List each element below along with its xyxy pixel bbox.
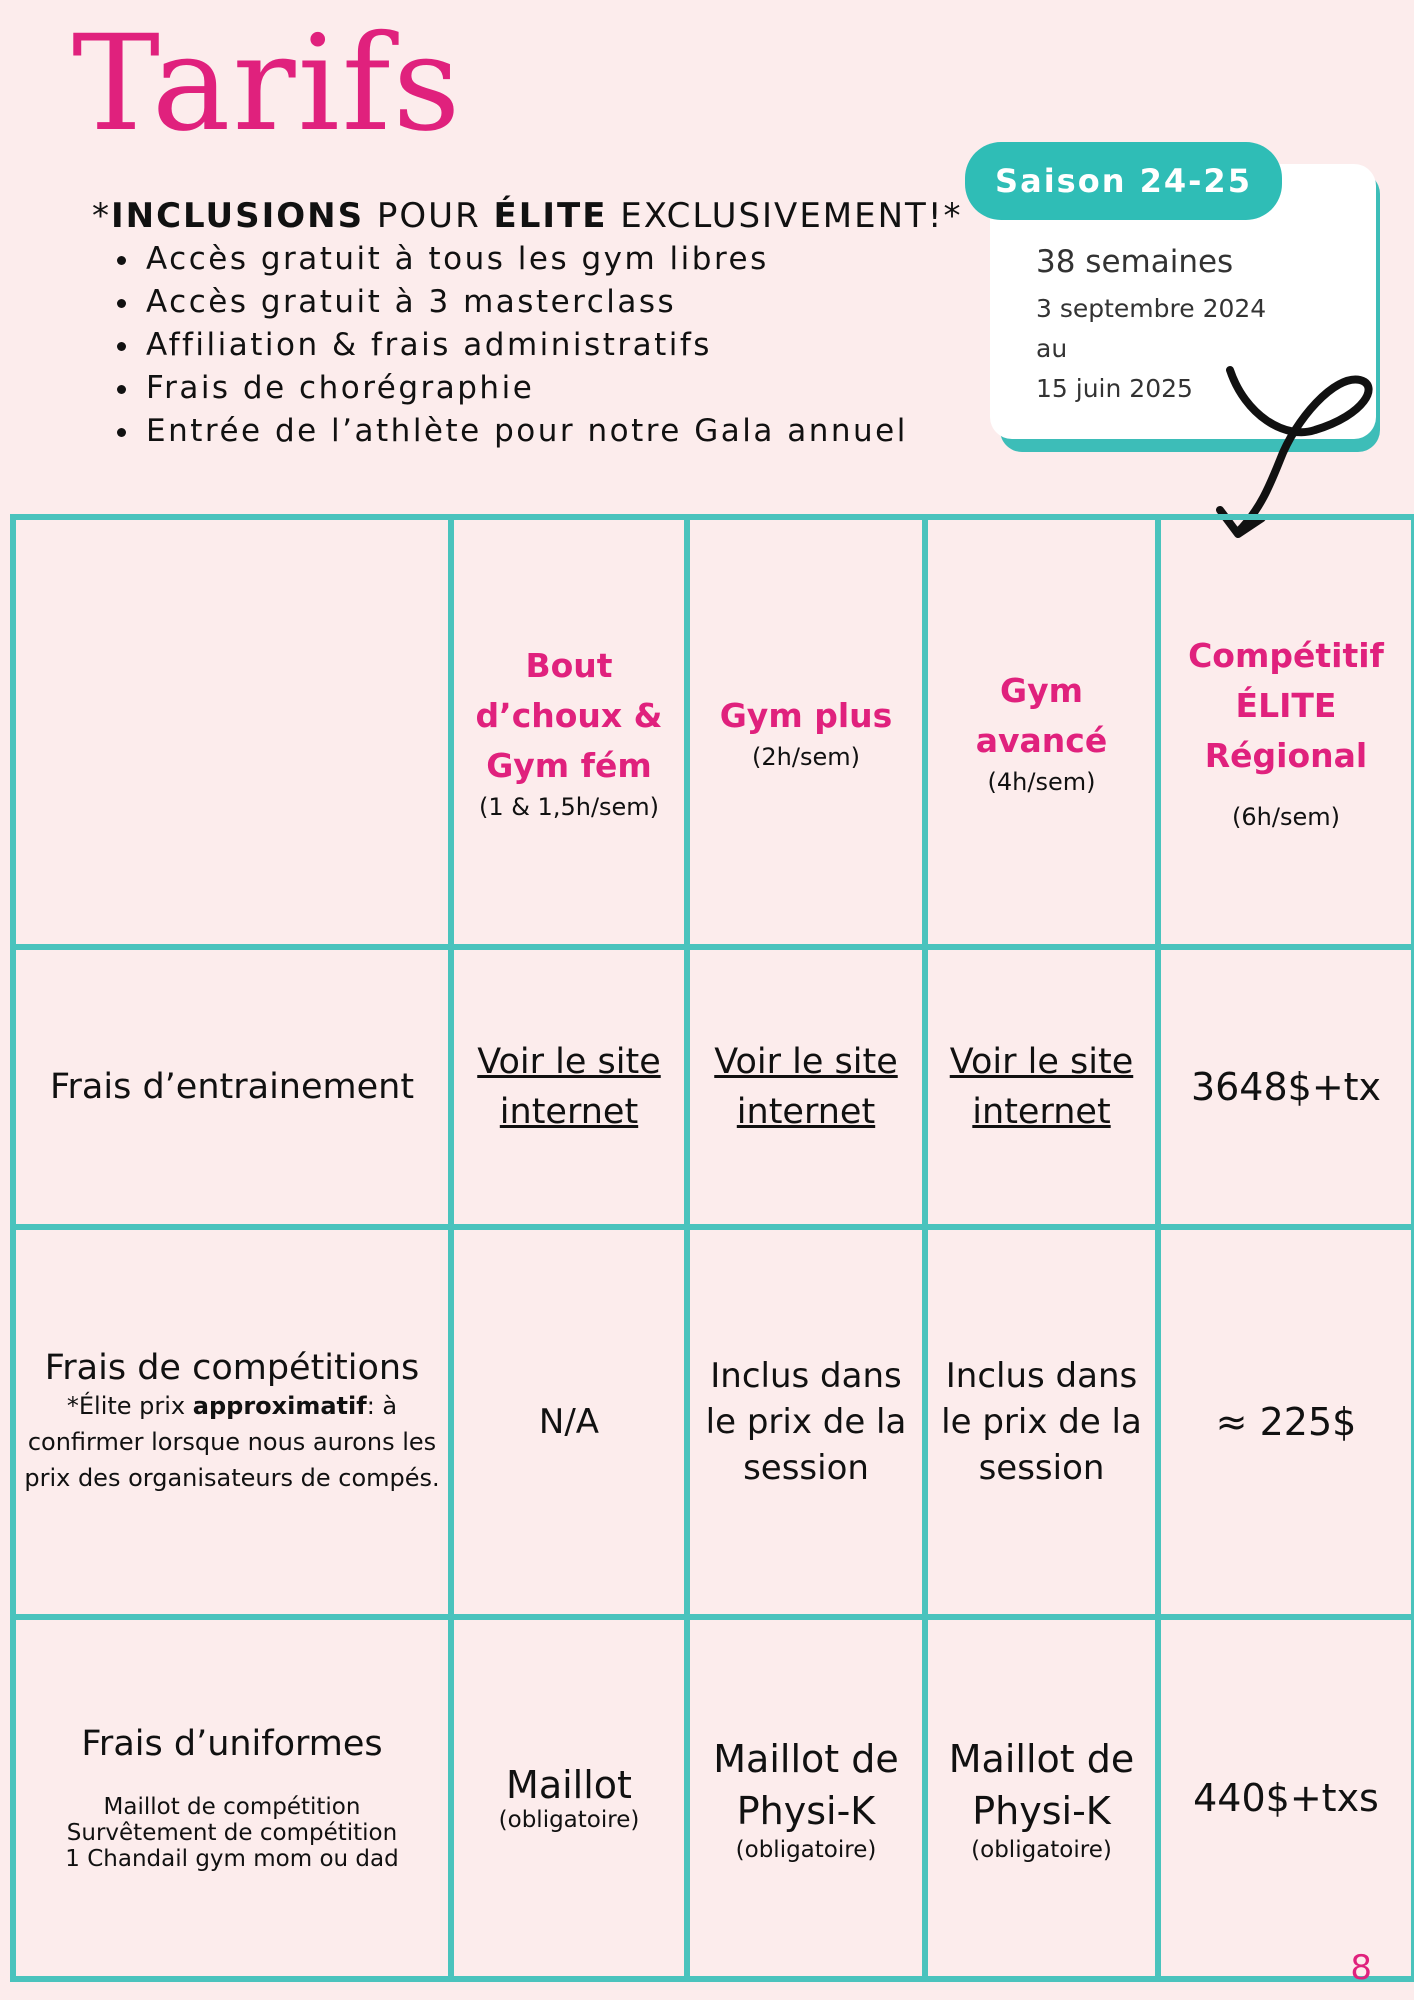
uniform-note: Survêtement de compétition: [66, 1820, 398, 1846]
header-cell: [687, 517, 925, 947]
competition-price: ≈ 225$: [1158, 1227, 1414, 1617]
uniform-cell: [451, 1617, 687, 1979]
column-name: Compétitif ÉLITE Régional: [1188, 636, 1384, 775]
table-row-competition: [13, 1227, 1414, 1617]
season-weeks: 38 semaines: [1036, 244, 1234, 280]
row-label-cell: [13, 1227, 451, 1617]
column-hours: (2h/sem): [752, 743, 860, 771]
header-cell: [1158, 517, 1414, 947]
list-item: • Entrée de l’athlète pour notre Gala annuel: [142, 410, 908, 453]
uniform-price: 440$+txs: [1193, 1776, 1379, 1820]
inclusions-list: [112, 238, 908, 453]
column-hours: (1 & 1,5h/sem): [478, 793, 660, 821]
row-label: Frais d’uniformes: [81, 1724, 383, 1764]
page-title: Tarifs: [72, 7, 463, 161]
uniform-sub: (obligatoire): [735, 1837, 877, 1863]
website-link[interactable]: Voir le site internet: [477, 1042, 661, 1132]
row-label: Frais d’entrainement: [13, 947, 451, 1227]
inclusions-middle: POUR: [364, 196, 494, 236]
column-name: Gym plus: [719, 696, 893, 735]
inclusions-prefix: *: [92, 196, 111, 236]
uniform-note: 1 Chandail gym mom ou dad: [65, 1846, 399, 1872]
table-row-training: [13, 947, 1414, 1227]
uniform-cell: [925, 1617, 1158, 1979]
list-item: • Accès gratuit à tous les gym libres: [142, 238, 908, 281]
competition-value: Inclus dans le prix de la session: [925, 1227, 1158, 1617]
inclusions-bold-1: INCLUSIONS: [111, 196, 365, 236]
uniform-main: Maillot de Physi-K: [713, 1737, 899, 1833]
uniform-main: Maillot de Physi-K: [948, 1737, 1135, 1833]
uniform-main: Maillot: [506, 1763, 632, 1807]
row-label: Frais de compétitions: [44, 1348, 420, 1388]
uniform-cell: [687, 1617, 925, 1979]
row-label-cell: [13, 1617, 451, 1979]
page-number: 8: [1350, 1948, 1372, 1988]
column-name: Bout d’choux & Gym fém: [475, 646, 663, 785]
table-row-header: [13, 517, 1414, 947]
season-to: au: [1036, 334, 1068, 363]
inclusions-suffix: EXCLUSIVEMENT!*: [607, 196, 963, 236]
uniform-note: Maillot de compétition: [103, 1794, 361, 1820]
column-hours: (4h/sem): [987, 768, 1096, 796]
note-prefix: *Élite prix: [66, 1392, 193, 1420]
header-cell: [451, 517, 687, 947]
season-end: 15 juin 2025: [1036, 374, 1193, 403]
note-suffix: : à confirmer lorsque nous aurons les prix des organisateurs de compés.: [24, 1392, 440, 1492]
competition-value: N/A: [451, 1227, 687, 1617]
list-item: • Frais de chorégraphie: [142, 367, 908, 410]
website-link[interactable]: Voir le site internet: [714, 1042, 898, 1132]
pricing-table: [10, 514, 1414, 1982]
season-badge: Saison 24-25: [965, 142, 1282, 220]
uniform-sub: (obligatoire): [971, 1837, 1112, 1863]
inclusions-bold-2: ÉLITE: [493, 196, 608, 236]
table-row-uniform: [13, 1617, 1414, 1979]
uniform-sub: (obligatoire): [498, 1807, 640, 1833]
empty-corner-cell: [13, 517, 451, 947]
column-hours: (6h/sem): [1232, 803, 1340, 831]
inclusions-heading: [92, 196, 962, 236]
competition-value: Inclus dans le prix de la session: [687, 1227, 925, 1617]
list-item: • Affiliation & frais administratifs: [142, 324, 908, 367]
list-item: • Accès gratuit à 3 masterclass: [142, 281, 908, 324]
uniform-cell: [1158, 1617, 1414, 1979]
season-start: 3 septembre 2024: [1036, 294, 1267, 323]
training-price: 3648$+tx: [1158, 947, 1414, 1227]
column-name: Gym avancé: [975, 671, 1108, 760]
header-cell: [925, 517, 1158, 947]
website-link[interactable]: Voir le site internet: [949, 1042, 1134, 1132]
note-bold: approximatif: [192, 1392, 367, 1420]
row-note: [22, 1388, 442, 1496]
